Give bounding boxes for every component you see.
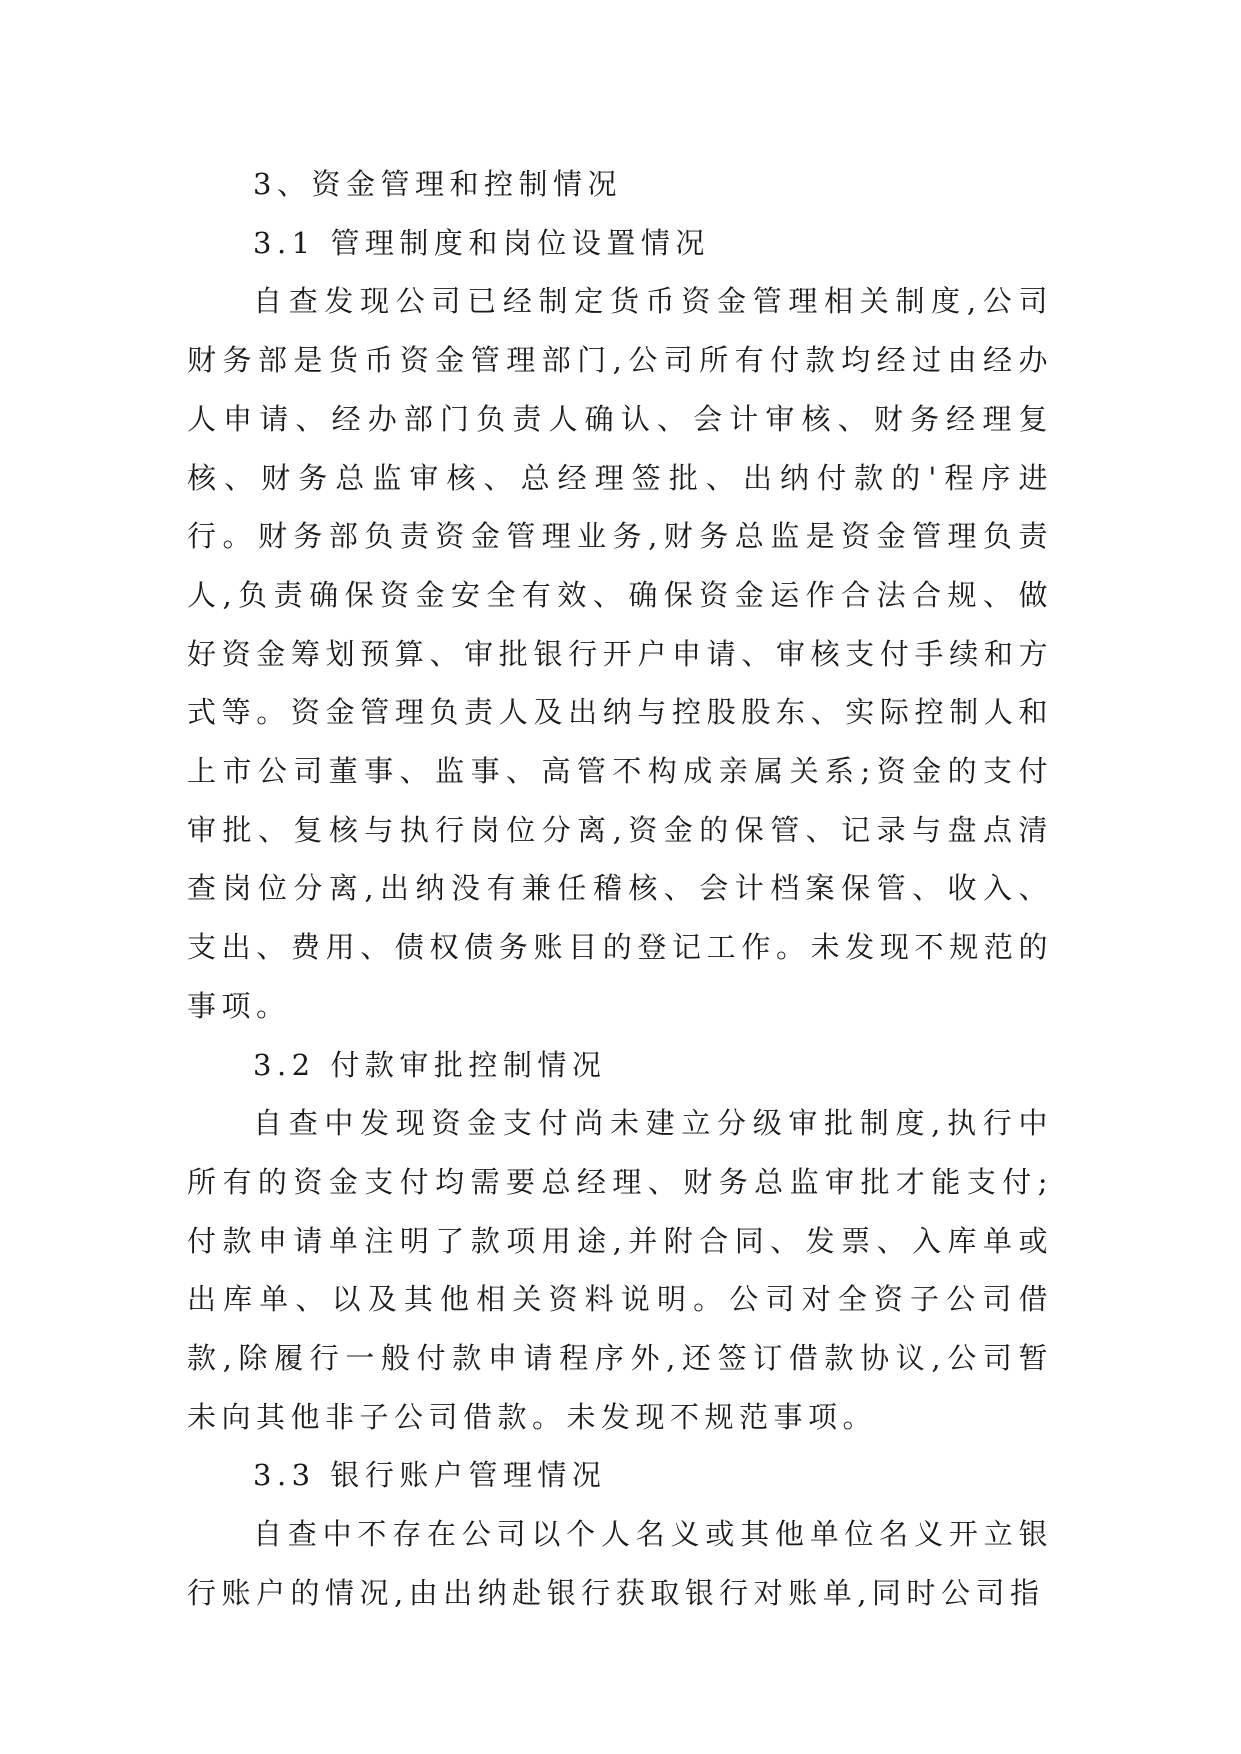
subsection-heading-3-1: 3.1 管理制度和岗位设置情况 [253, 225, 710, 260]
document-body [187, 155, 1053, 1623]
subsection-heading-3-3: 3.3 银行账户管理情况 [253, 1458, 607, 1493]
paragraph-3-3: 自查中不存在公司以个人名义或其他单位名义开立银行账户的情况,由出纳赴银行获取银行对账单,同时公司指 [187, 1517, 1053, 1610]
subsection-heading-3-2: 3.2 付款审批控制情况 [253, 1047, 607, 1082]
paragraph-3-2: 自查中发现资金支付尚未建立分级审批制度,执行中所有的资金支付均需要总经理、财务总监审批才能支付;付款申请单注明了款项用途,并附合同、发票、入库单或出库单、以及其他相关资料说明。公司对全资子公司借款,除履行一般付款申请程序外,还签订借款协议,公司暂未向其他非子公司借款。未发现不规范事项。 [187, 1106, 1053, 1434]
paragraph-3-1: 自查发现公司已经制定货币资金管理相关制度,公司财务部是货币资金管理部门,公司所有付款均经过由经办人申请、经办部门负责人确认、会计审核、财务经理复核、财务总监审核、总经理签批、出纳付款的'程序进行。财务部负责资金管理业务,财务总监是资金管理负责人,负责确保资金安全有效、确保资金运作合法合规、做好资金筹划预算、审批银行开户申请、审核支付手续和方式等。资金管理负责人及出纳与控股股东、实际控制人和上市公司董事、监事、高管不构成亲属关系;资金的支付审批、复核与执行岗位分离,资金的保管、记录与盘点清查岗位分离,出纳没有兼任稽核、会计档案保管、收入、支出、费用、债权债务账目的登记工作。未发现不规范的事项。 [187, 284, 1053, 1023]
section-title: 3、资金管理和控制情况 [253, 167, 622, 201]
